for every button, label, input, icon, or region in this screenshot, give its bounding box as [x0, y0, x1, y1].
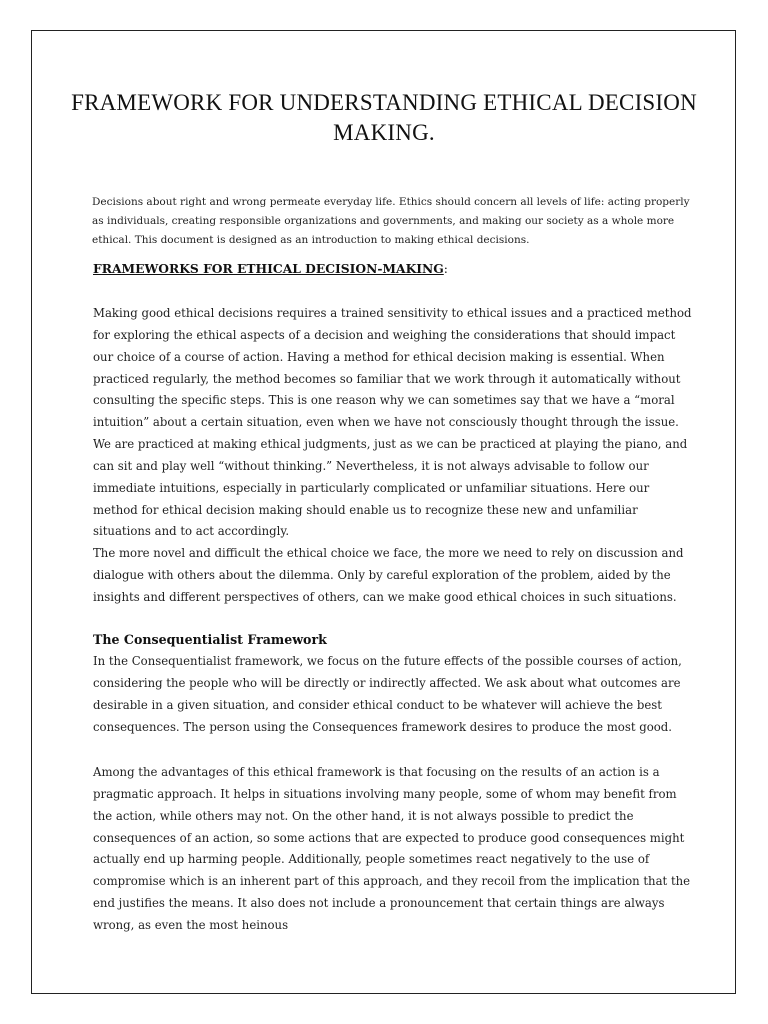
- document-title: FRAMEWORK FOR UNDERSTANDING ETHICAL DECISION MAKING.: [71, 90, 697, 145]
- body-paragraph: The more novel and difficult the ethical choice we face, the more we need to rely on discussion and dialogue with others about the dilemma. Only by careful exploration of the problem, aided by the insights and different perspectives of others, can we make good ethical choices in such situations.: [93, 546, 684, 604]
- section-heading-colon: :: [443, 262, 448, 276]
- section-heading-text: FRAMEWORKS FOR ETHICAL DECISION-MAKING: [93, 261, 444, 276]
- consequentialist-heading: The Consequentialist Framework: [93, 632, 327, 647]
- section-heading: [93, 260, 448, 278]
- consequentialist-paragraph: In the Consequentialist framework, we focus on the future effects of the possible courses of action, considering the people who will be directly or indirectly affected. We ask about what outcomes are desirable in a given situation, and consider ethical conduct to be whatever will achieve the best consequences. The person using the Consequences framework desires to produce the most good.: [93, 654, 682, 734]
- body-paragraph: Making good ethical decisions requires a trained sensitivity to ethical issues and a practiced method for exploring the ethical aspects of a decision and weighing the considerations that should impact our choice of a course of action. Having a method for ethical decision making is essential. When practiced regularly, the method becomes so familiar that we work through it automatically without consulting the specific steps. This is one reason why we can sometimes say that we have a “moral intuition” about a certain situation, even when we have not consciously thought through the issue. We are practiced at making ethical judgments, just as we can be practiced at playing the piano, and can sit and play well “without thinking.” Nevertheless, it is not always advisable to follow our immediate intuitions, especially in particularly complicated or unfamiliar situations. Here our method for ethical decision making should enable us to recognize these new and unfamiliar situations and to act accordingly.: [93, 306, 692, 539]
- intro-paragraph: Decisions about right and wrong permeate everyday life. Ethics should concern all levels of life: acting properly as individuals, creating responsible organizations and governments, and making our society as a whole more ethical. This document is designed as an introduction to making ethical decisions.: [92, 196, 690, 246]
- consequentialist-paragraph: Among the advantages of this ethical framework is that focusing on the results of an action is a pragmatic approach. It helps in situations involving many people, some of whom may benefit from the action, while others may not. On the other hand, it is not always possible to predict the consequences of an action, so some actions that are expected to produce good consequences might actually end up harming people. Additionally, people sometimes react negatively to the use of compromise which is an inherent part of this approach, and they recoil from the implication that the end justifies the means. It also does not include a pronouncement that certain things are always wrong, as even the most heinous: [93, 765, 691, 932]
